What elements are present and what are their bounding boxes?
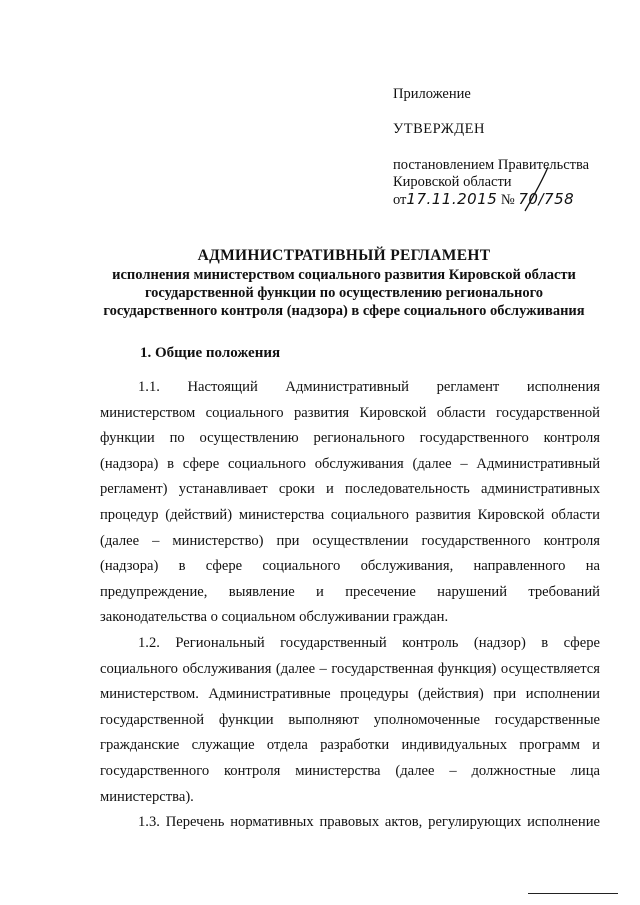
signature-stroke-icon — [521, 165, 551, 213]
body-line: процедур (действий) министерства социального развития Кировской области — [100, 506, 600, 523]
handwritten-date: 17.11.2015 — [406, 190, 498, 208]
date-prefix: от — [393, 192, 407, 208]
date-number-line — [393, 191, 633, 213]
body-line: регламент) устанавливает сроки и последовательность административных — [100, 481, 600, 498]
body-line: функции по осуществлению регионального государственного контроля — [100, 430, 600, 447]
title-main: АДМИНИСТРАТИВНЫЙ РЕГЛАМЕНТ — [197, 247, 491, 264]
body-line: (надзора) в сфере социального обслуживания (далее – Административный — [100, 455, 600, 472]
approval-block — [393, 86, 633, 213]
body-line: (надзора) в сфере социального обслуживания, направленного на — [100, 558, 600, 575]
body-line: законодательства о социальном обслуживании граждан. — [100, 609, 449, 626]
body-line: 1.3. Перечень нормативных правовых актов, регулирующих исполнение — [138, 814, 600, 831]
number-sign: № — [500, 192, 515, 208]
body-line: гражданские служащие отдела разработки индивидуальных программ и — [100, 737, 600, 754]
body-line: 1.2. Региональный государственный контроль (надзор) в сфере — [138, 634, 600, 651]
document-title — [64, 246, 624, 320]
body-line: министерства). — [100, 788, 194, 805]
body-line: 1.1. Настоящий Административный регламент исполнения — [138, 379, 600, 395]
body-line: государственного контроля министерства (далее – должностные лица — [100, 762, 600, 779]
body-line: государственной функции выполняют уполномоченные государственные — [100, 711, 600, 728]
footer-rule — [528, 893, 618, 894]
body-line: министерством социального развития Кировской области государственной — [100, 404, 600, 421]
body-text — [100, 375, 600, 836]
handwritten-number: 70/758 — [518, 190, 575, 208]
body-line: социального обслуживания (далее – государственная функция) осуществляется — [100, 660, 600, 677]
title-sub-line-1: исполнения министерством социального развития Кировской области — [112, 267, 576, 283]
region-line: Кировской области — [393, 174, 512, 190]
resolution-line: постановлением Правительства — [393, 157, 590, 173]
title-sub-line-3: государственного контроля (надзора) в сфере социального обслуживания — [103, 303, 585, 319]
body-line: министерством. Административные процедуры (действия) при исполнении — [100, 686, 600, 703]
body-line: предупреждение, выявление и пресечение нарушений требований — [100, 583, 600, 600]
approved-label: УТВЕРЖДЕН — [393, 121, 485, 137]
appendix-label: Приложение — [393, 86, 471, 102]
body-line: (далее – министерство) при осуществлении государственного контроля — [100, 532, 600, 549]
title-sub-line-2: государственной функции по осуществлению регионального — [144, 285, 544, 301]
section-heading: 1. Общие положения — [140, 345, 281, 361]
